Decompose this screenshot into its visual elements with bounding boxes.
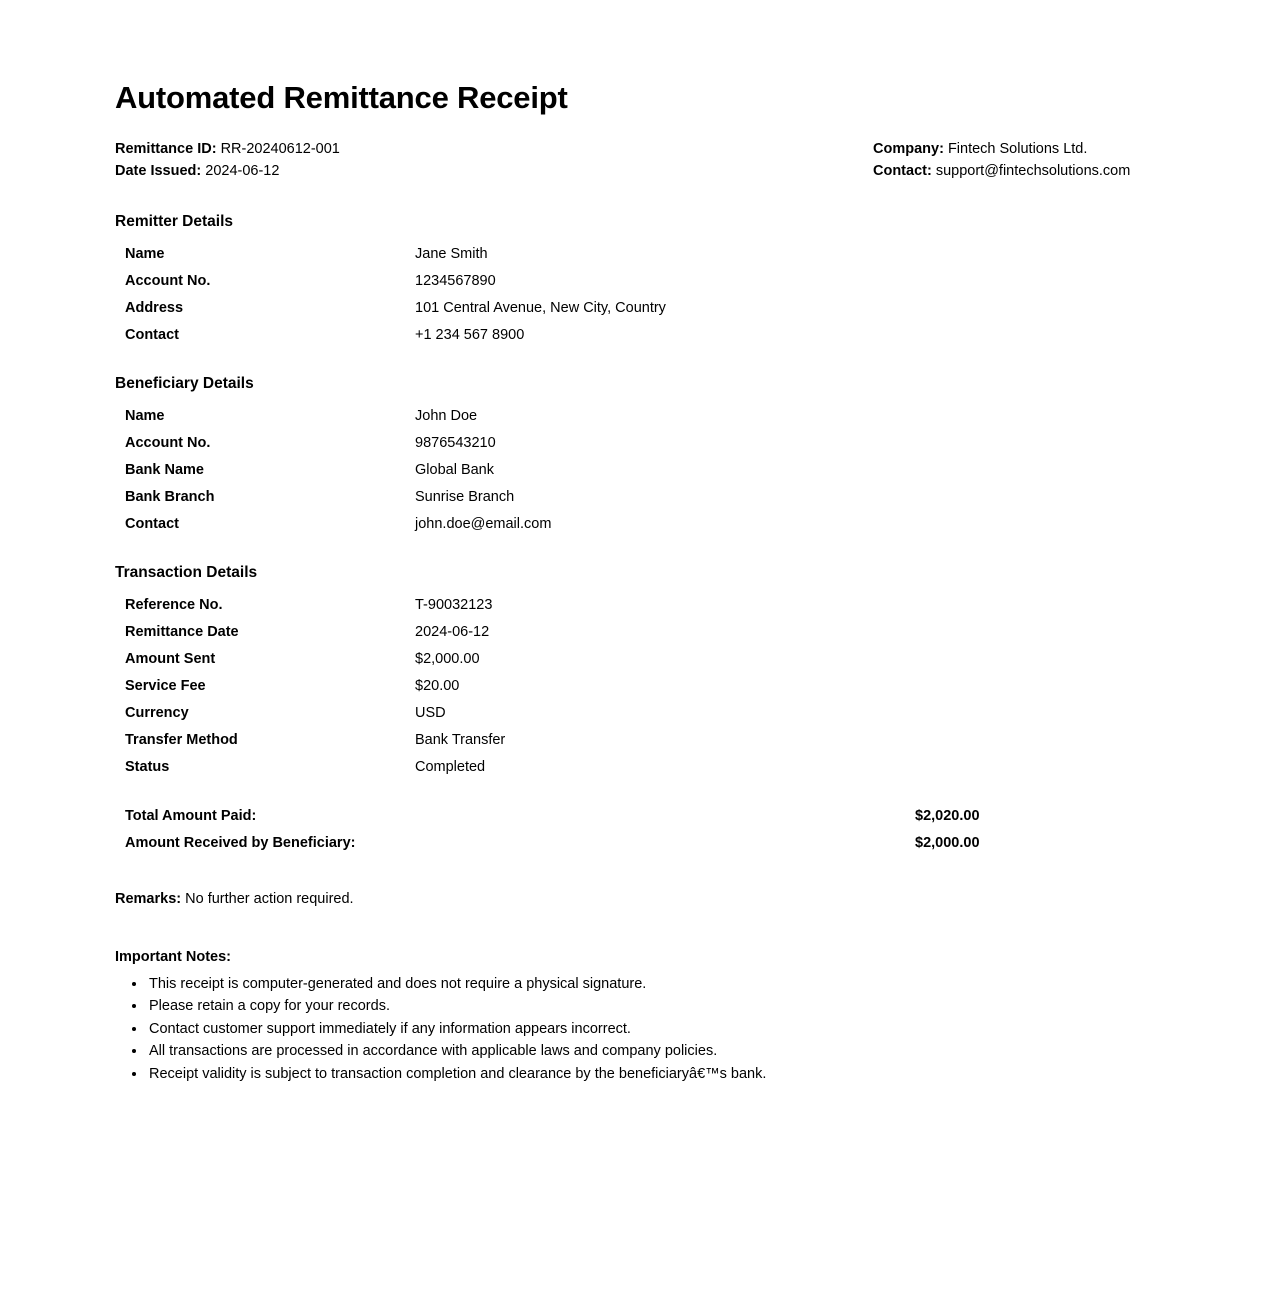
contact-label: Contact: — [873, 163, 932, 180]
table-row — [115, 430, 1163, 457]
remittance-id-line — [115, 138, 340, 160]
remitter-contact-value: +1 234 567 8900 — [415, 326, 525, 343]
contact-line — [873, 160, 1163, 182]
date-issued-value: 2024-06-12 — [205, 163, 280, 180]
beneficiary-bank-name-label: Bank Name — [125, 461, 204, 478]
total-amount-paid-label: Total Amount Paid: — [125, 807, 257, 824]
reference-no-value: T-90032123 — [415, 596, 493, 613]
service-fee-value: $20.00 — [415, 677, 460, 694]
company-label: Company: — [873, 141, 944, 157]
beneficiary-bank-branch-value: Sunrise Branch — [415, 488, 515, 505]
table-row — [115, 484, 1163, 511]
remittance-date-label: Remittance Date — [125, 623, 239, 640]
table-row — [115, 295, 1163, 322]
beneficiary-bank-name-value: Global Bank — [415, 461, 494, 478]
beneficiary-contact-value: john.doe@email.com — [415, 515, 552, 532]
beneficiary-name-value: John Doe — [415, 407, 478, 424]
totals-table — [115, 803, 1163, 857]
remitter-account-label: Account No. — [125, 272, 211, 289]
contact-value: support@fintechsolutions.com — [935, 163, 1131, 180]
remittance-id-label: Remittance ID: — [115, 141, 217, 157]
remitter-name-value: Jane Smith — [415, 245, 488, 262]
date-issued-line — [115, 160, 340, 182]
amount-received-value: $2,000.00 — [915, 834, 980, 851]
status-label: Status — [125, 758, 170, 775]
transfer-method-value: Bank Transfer — [415, 731, 506, 748]
currency-label: Currency — [125, 704, 189, 721]
remitter-address-label: Address — [125, 299, 184, 316]
list-item: • Contact customer support immediately if any information appears incorrect. — [147, 1018, 1163, 1040]
totals-block — [115, 803, 1163, 857]
remarks-label: Remarks: — [115, 890, 182, 907]
remittance-date-value: 2024-06-12 — [415, 623, 490, 640]
service-fee-label: Service Fee — [125, 677, 206, 694]
remarks-value: No further action required. — [185, 890, 354, 907]
remitter-details-table — [115, 241, 1163, 349]
table-row — [115, 511, 1163, 538]
remitter-account-value: 1234567890 — [415, 272, 496, 289]
table-row — [115, 646, 1163, 673]
table-row — [115, 830, 1163, 857]
remitter-address-value: 101 Central Avenue, New City, Country — [415, 299, 666, 316]
beneficiary-account-value: 9876543210 — [415, 434, 496, 451]
page-title: Automated Remittance Receipt — [115, 80, 568, 115]
transfer-method-label: Transfer Method — [125, 731, 238, 748]
document-meta — [115, 138, 1163, 183]
table-row — [115, 673, 1163, 700]
meta-left-block — [115, 138, 340, 183]
beneficiary-account-label: Account No. — [125, 434, 211, 451]
remarks-line — [115, 891, 1163, 907]
status-badge: Completed — [415, 758, 486, 775]
important-notes-title: Important Notes: — [115, 948, 231, 965]
table-row — [115, 592, 1163, 619]
remitter-contact-label: Contact — [125, 326, 179, 343]
beneficiary-details-table — [115, 403, 1163, 538]
table-row — [115, 700, 1163, 727]
company-value: Fintech Solutions Ltd. — [947, 141, 1088, 157]
table-row — [115, 241, 1163, 268]
table-row — [115, 727, 1163, 754]
table-row — [115, 619, 1163, 646]
beneficiary-contact-label: Contact — [125, 515, 179, 532]
meta-right-block — [873, 138, 1163, 183]
list-item: • Receipt validity is subject to transaction completion and clearance by the beneficiaryâ€™s bank. — [147, 1063, 1163, 1085]
currency-value: USD — [415, 704, 446, 721]
table-row — [115, 322, 1163, 349]
total-amount-paid-value: $2,020.00 — [915, 807, 980, 824]
important-notes-list — [115, 973, 1163, 1085]
amount-sent-value: $2,000.00 — [415, 650, 480, 667]
reference-no-label: Reference No. — [125, 596, 223, 613]
list-item: • All transactions are processed in accordance with applicable laws and company policies. — [147, 1040, 1163, 1062]
remittance-id-value: RR-20240612-001 — [220, 141, 340, 157]
transaction-details-table — [115, 592, 1163, 781]
table-row — [115, 403, 1163, 430]
beneficiary-name-label: Name — [125, 407, 165, 424]
section-title-transaction: Transaction Details — [115, 563, 258, 581]
beneficiary-bank-branch-label: Bank Branch — [125, 488, 215, 505]
table-row — [115, 803, 1163, 830]
section-title-beneficiary: Beneficiary Details — [115, 374, 254, 392]
table-row — [115, 268, 1163, 295]
amount-received-label: Amount Received by Beneficiary: — [125, 834, 356, 851]
date-issued-label: Date Issued: — [115, 163, 202, 180]
table-row — [115, 754, 1163, 781]
list-item: • Please retain a copy for your records. — [147, 995, 1163, 1017]
amount-sent-label: Amount Sent — [125, 650, 216, 667]
section-title-remitter: Remitter Details — [115, 212, 234, 230]
table-row — [115, 457, 1163, 484]
list-item: • This receipt is computer-generated and does not require a physical signature. — [147, 973, 1163, 995]
remitter-name-label: Name — [125, 245, 165, 262]
company-line — [873, 138, 1163, 160]
